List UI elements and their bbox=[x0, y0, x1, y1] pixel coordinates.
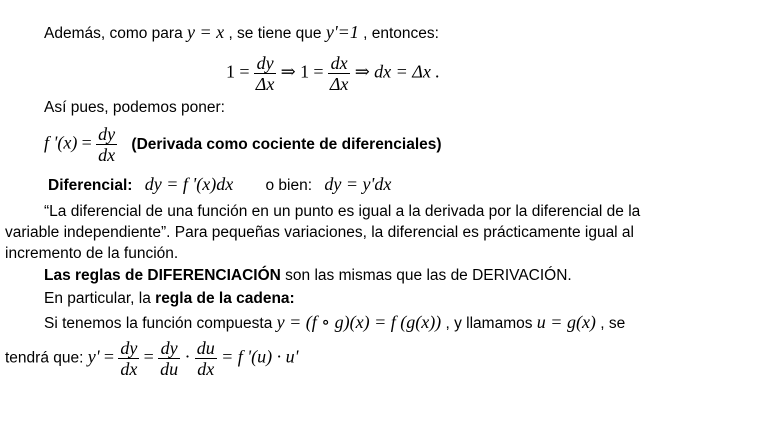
eq-sign-b: = bbox=[313, 61, 324, 82]
intro-text-2: , se tiene que bbox=[224, 25, 326, 42]
math-dy-fprime-dx: dy = f '(x)dx bbox=[144, 174, 234, 194]
fraction-dy-over-delta-x bbox=[254, 53, 277, 94]
frac-den: du bbox=[160, 359, 179, 379]
frac-num: dy bbox=[158, 338, 180, 359]
fraction-dy-dx bbox=[118, 338, 139, 379]
differential-line bbox=[48, 174, 391, 196]
y-prime: y' bbox=[87, 346, 100, 367]
derivative-definition bbox=[44, 124, 442, 165]
frac-num: du bbox=[196, 338, 215, 358]
implies-arrow-b: ⇒ bbox=[354, 61, 370, 82]
fraction-dy-du bbox=[158, 338, 180, 379]
fraction-du-dx bbox=[195, 338, 217, 379]
o-bien-text: o bien: bbox=[265, 177, 313, 194]
intro-text-3: , entonces: bbox=[358, 25, 439, 42]
rules-bold: Las reglas de DIFERENCIACIÓN bbox=[44, 267, 281, 284]
math-composite: y = (f ∘ g)(x) = f (g(x)) bbox=[276, 312, 442, 332]
paragraph-line-3 bbox=[5, 244, 178, 264]
fraction-dy-over-dx bbox=[96, 124, 117, 165]
comp-text-2: , y llamamos bbox=[441, 315, 537, 332]
frac-den: dx bbox=[98, 145, 116, 165]
paragraph-line-1 bbox=[44, 202, 640, 222]
derivative-label: (Derivada como cociente de diferenciales) bbox=[131, 135, 442, 153]
fraction-dx-over-delta-x bbox=[328, 53, 351, 94]
comp-text-3: , se bbox=[595, 315, 626, 332]
frac-den: dx bbox=[120, 359, 138, 379]
tendra-text: tendrá que: bbox=[5, 349, 88, 367]
eq-sign-2: = bbox=[143, 346, 154, 367]
equation-dx-delta bbox=[226, 53, 440, 94]
rules-line bbox=[44, 266, 572, 286]
intro-text-1: Además, como para bbox=[44, 25, 188, 42]
asi-pues-text: Así pues, podemos poner: bbox=[44, 99, 225, 116]
chain-bold: regla de la cadena: bbox=[155, 290, 295, 307]
math-y-prime-equals-1: y'=1 bbox=[325, 22, 359, 42]
paragraph-line-2 bbox=[5, 223, 634, 243]
eq-sign: = bbox=[81, 132, 92, 153]
frac-num: dx bbox=[328, 53, 351, 74]
paragraph-text-1: “La diferencial de una función en un punto es igual a la derivada por la diferencial de la bbox=[44, 203, 641, 220]
asi-pues-line bbox=[44, 98, 225, 118]
implies-arrow-a: ⇒ bbox=[280, 61, 296, 82]
fprime-u-times-uprime: = f '(u) · u' bbox=[221, 346, 299, 367]
paragraph-text-3: incremento de la función. bbox=[5, 245, 179, 262]
eq-sign-a: = bbox=[239, 61, 250, 82]
chain-text: En particular, la bbox=[44, 290, 156, 307]
intro-line bbox=[44, 22, 439, 44]
frac-den: dx bbox=[197, 359, 215, 379]
frac-den: Δx bbox=[329, 74, 349, 94]
frac-num: dy bbox=[120, 338, 138, 358]
chain-rule-formula bbox=[5, 338, 298, 379]
dot-operator: · bbox=[184, 346, 191, 367]
f-prime-x: f '(x) bbox=[44, 132, 78, 153]
frac-num: dy bbox=[254, 53, 277, 74]
frac-num: dy bbox=[98, 124, 116, 144]
paragraph-text-2: variable independiente”. Para pequeñas variaciones, la diferencial es prácticamente igual al bbox=[5, 224, 634, 241]
chain-rule-line bbox=[44, 289, 295, 309]
frac-den: Δx bbox=[255, 74, 275, 94]
math-u-equals-gx: u = g(x) bbox=[536, 312, 596, 332]
eq-sign-1: = bbox=[103, 346, 115, 367]
math-dy-yprime-dx: dy = y'dx bbox=[324, 174, 392, 194]
math-y-equals-x: y = x bbox=[187, 22, 225, 42]
eq-one-a: 1 bbox=[226, 61, 235, 82]
eq-one-b: 1 bbox=[300, 61, 310, 82]
composite-line bbox=[44, 312, 625, 334]
rules-rest: son las mismas que las de DERIVACIÓN. bbox=[280, 267, 572, 284]
differential-label: Diferencial: bbox=[48, 177, 133, 194]
dx-equals-delta-x: dx = Δx . bbox=[374, 61, 440, 82]
comp-text-1: Si tenemos la función compuesta bbox=[44, 315, 277, 332]
